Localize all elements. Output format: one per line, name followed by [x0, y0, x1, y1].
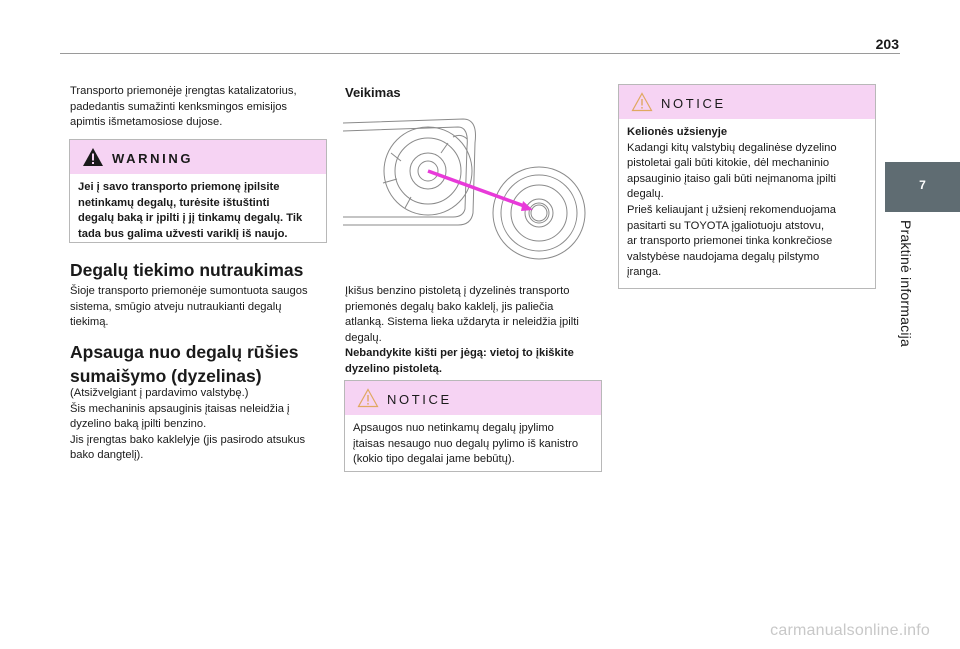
- text-line: įranga.: [627, 266, 662, 279]
- notice-header: [619, 85, 875, 119]
- fuel-cutoff-text: [70, 284, 330, 331]
- warning-header: [70, 140, 326, 174]
- operation-heading: Veikimas: [345, 85, 401, 100]
- heading-line: sumaišymo (dyzelinas): [70, 366, 262, 386]
- text-line: Prieš keliaujant į užsienį rekomenduojama: [627, 203, 836, 216]
- page-number: 203: [875, 36, 899, 52]
- text-line: netinkamų degalų, turėsite ištuštinti: [78, 196, 270, 209]
- text-line-bold: Nebandykite kišti per jėgą: vietoj to įkiškite: [345, 347, 574, 360]
- section-heading-misfuel: [70, 340, 299, 388]
- text-line: sistema, smūgio atveju nutraukianti degalų: [70, 300, 282, 313]
- text-line: Šioje transporto priemonėje sumontuota saugos: [70, 285, 308, 297]
- notice-header: [345, 381, 601, 415]
- pointer-line: [428, 171, 527, 207]
- text-line: Kadangi kitų valstybių degalinėse dyzelino: [627, 141, 837, 154]
- text-line: Šis mechaninis apsauginis įtaisas neleidžia į: [70, 402, 290, 415]
- operation-text: [345, 284, 605, 378]
- notice-title: NOTICE: [387, 392, 452, 407]
- notice-body: [345, 415, 601, 468]
- text-line: įtaisas nesaugo nuo degalų pylimo iš kanistro: [353, 437, 579, 450]
- text-line: degalų.: [345, 331, 382, 344]
- text-line: tiekimą.: [70, 316, 109, 329]
- chapter-label: [898, 220, 920, 370]
- chapter-label-text: Praktinė informacija: [898, 220, 914, 347]
- text-line: Apsaugos nuo netinkamų degalų įpylimo: [353, 422, 554, 434]
- chapter-number: 7: [919, 178, 926, 192]
- notice-body: [619, 119, 875, 281]
- text-line: atlanką. Sistema lieka uždaryta ir neleidžia įpilti: [345, 316, 579, 329]
- text-line: pistoletai gali būti kitokie, dėl mechaninio: [627, 157, 830, 170]
- notice-triangle-icon: [631, 92, 653, 112]
- text-line: Jis įrengtas bako kaklelyje (jis pasirodo atsukus: [70, 433, 306, 446]
- notice-title: NOTICE: [661, 96, 726, 111]
- text-line: Jei į savo transporto priemonę įpilsite: [78, 181, 280, 193]
- intro-text: [70, 84, 330, 131]
- chapter-tab: [885, 162, 960, 212]
- text-line: ar transporto priemonei tinka konkrečiose: [627, 235, 833, 248]
- notice-triangle-icon: [357, 388, 379, 408]
- text-line: pasitarti su TOYOTA įgaliotuoju atstovu,: [627, 219, 825, 232]
- notice-box-canister: [344, 380, 602, 472]
- text-line: degalų.: [627, 188, 664, 201]
- text-line: (Atsižvelgiant į pardavimo valstybę.): [70, 387, 249, 399]
- text-line: (kokio tipo degalai jame bebūtų).: [353, 453, 515, 466]
- header-rule: [60, 53, 900, 54]
- text-line-bold: dyzelino pistoletą.: [345, 362, 442, 375]
- text-line: priemonės degalų bako kaklelį, jis paliečia: [345, 300, 554, 313]
- notice-box-travel: [618, 84, 876, 289]
- warning-box: [69, 139, 327, 243]
- warning-triangle-icon: [82, 147, 104, 167]
- section-heading-fuel-cutoff: Degalų tiekimo nutraukimas: [70, 260, 304, 280]
- text-line-bold: Kelionės užsienyje: [627, 126, 728, 138]
- text-line: tada bus galima užvesti variklį iš naujo.: [78, 227, 288, 240]
- text-line: dyzelino baką įpilti benzino.: [70, 418, 207, 431]
- watermark: carmanualsonline.info: [770, 622, 930, 639]
- text-line: bako dangtelį).: [70, 449, 144, 462]
- heading-line: Apsauga nuo degalų rūšies: [70, 342, 299, 362]
- text-line: valstybėse naudojama degalų pilstymo: [627, 250, 820, 263]
- text-line: apimtis išmetamosiose dujose.: [70, 116, 223, 129]
- text-line: Įkišus benzino pistoletą į dyzelinės transporto: [345, 285, 570, 297]
- warning-body: [70, 174, 326, 242]
- text-line: Transporto priemonėje įrengtas katalizatorius,: [70, 85, 297, 97]
- fuel-filler-illustration: [343, 113, 598, 265]
- text-line: degalų baką ir įpilti į jį tinkamų degalų. Tik: [78, 212, 303, 225]
- text-line: padedantis sumažinti kenksmingos emisijos: [70, 100, 288, 113]
- warning-title: WARNING: [112, 151, 194, 166]
- misfuel-text: [70, 386, 330, 464]
- text-line: apsauginio įtaiso gali būti neįmanoma įpilti: [627, 172, 836, 185]
